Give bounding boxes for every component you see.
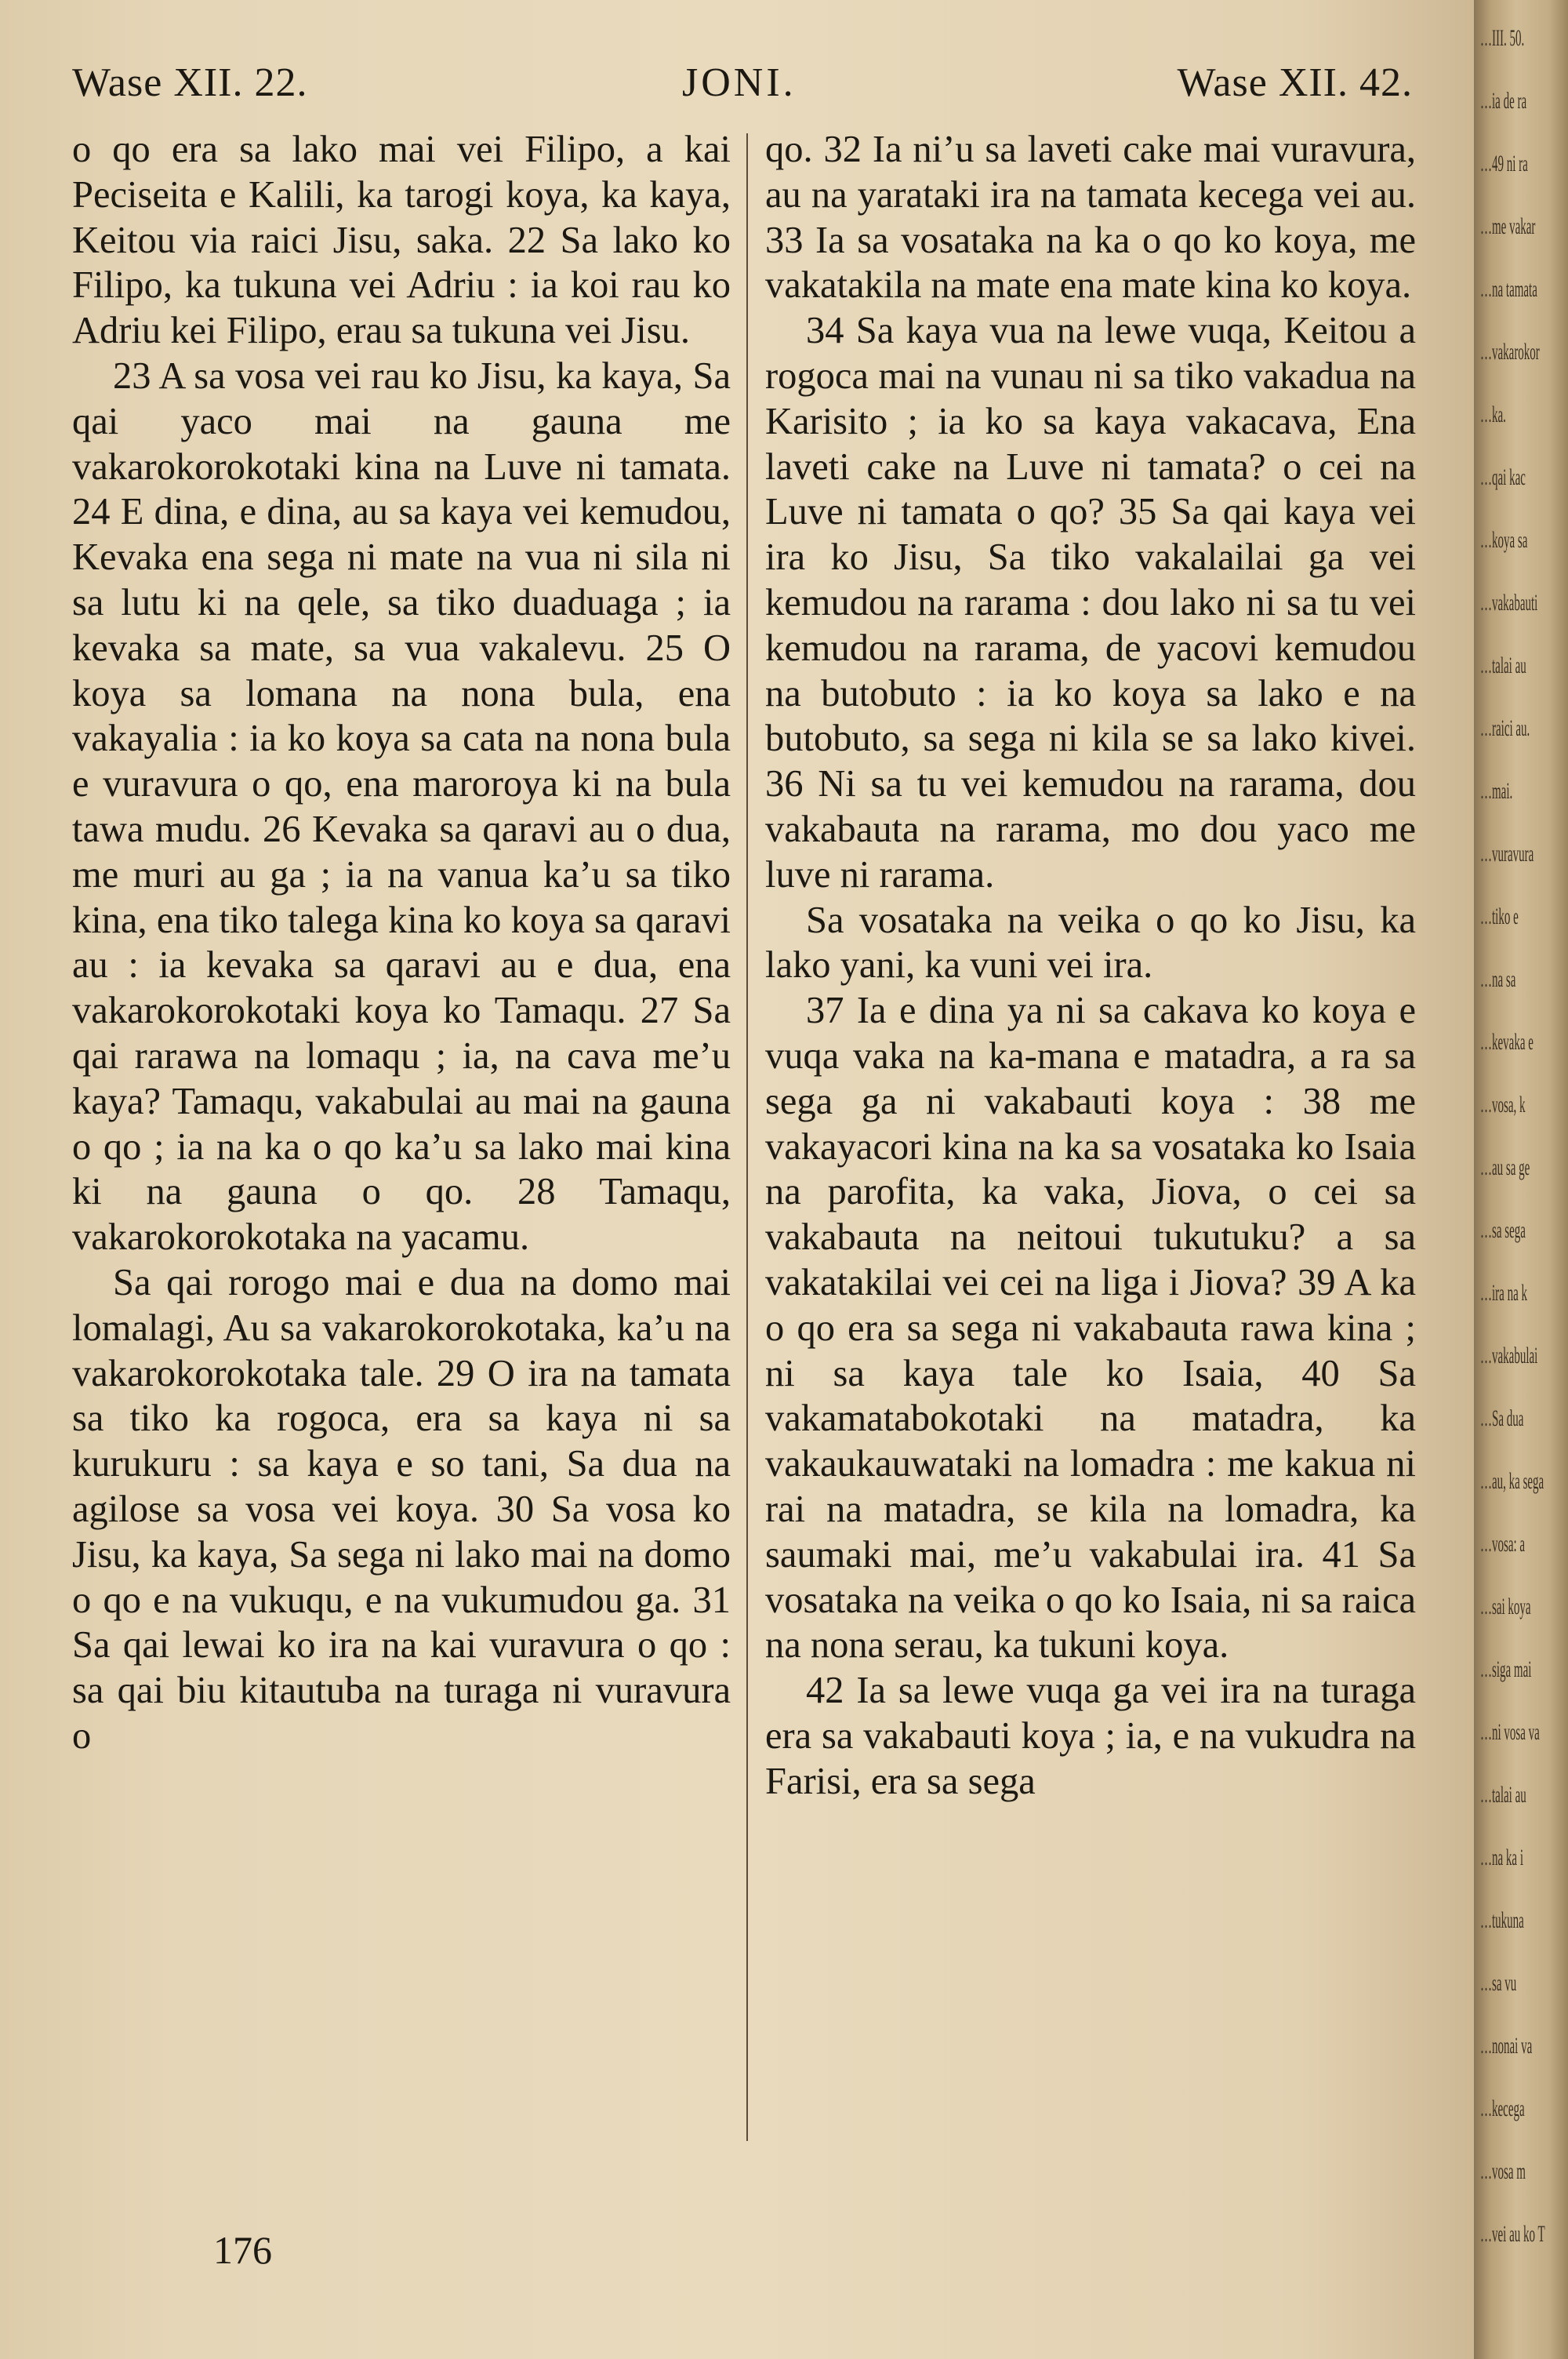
edge-text-line: …raici au.	[1480, 715, 1530, 741]
edge-text-line: …ka.	[1480, 402, 1506, 427]
edge-text-line: …na sa	[1480, 966, 1516, 992]
edge-text-line: …mai.	[1480, 778, 1513, 804]
left-text-column	[72, 127, 731, 2150]
right-paragraph-3: Sa vosataka na veika o qo ko Jisu, ka lako yani, ka vuni vei ira.	[765, 899, 1416, 987]
edge-text-line: …vakabulai	[1480, 1343, 1538, 1369]
left-paragraph-3: Sa qai rorogo mai e dua na domo mai lomalagi, Au sa vakarokorokotaka, ka’u na vakarokorokotaka tale. 29 O ira na tamata sa tiko ka rogoca, era sa kaya ni sa kurukuru : sa kaya e so tani, Sa dua na agilose sa vosa vei koya. 30 Sa vosa ko Jisu, ka kaya, Sa sega ni lako mai na domo o qo e na vukuqu, e na vukumudou ga. 31 Sa qai lewai ko ira na kai vuravura o qo : sa qai biu kitautuba na turaga ni vuravura o	[72, 1261, 731, 1757]
edge-text-line: …au sa ge	[1480, 1154, 1530, 1180]
edge-text-line: …vakabauti	[1480, 590, 1538, 616]
right-paragraph-5: 42 Ia sa lewe vuqa ga vei ira na turaga era sa vakabauti koya ; ia, e na vukudra na Farisi, era sa sega	[765, 1670, 1416, 1802]
edge-text-line: …qai kac	[1480, 464, 1526, 490]
right-paragraph-1: qo. 32 Ia ni’u sa laveti cake mai vuravura, au na yarataki ira na tamata kecega vei au. 33 Ia sa vosataka na ka o qo ko koya, me vakatakila na mate ena mate kina ko koya.	[765, 129, 1416, 307]
edge-text-line: …III. 50.	[1480, 25, 1525, 51]
edge-text-line: …tukuna	[1480, 1907, 1524, 1933]
edge-text-line: …siga mai	[1480, 1656, 1532, 1682]
page-number: 176	[213, 2228, 272, 2272]
edge-text-line: …talai au	[1480, 1782, 1526, 1808]
header-book-title: JONI.	[682, 60, 797, 105]
edge-text-line: …sa sega	[1480, 1217, 1526, 1243]
right-paragraph-2: 34 Sa kaya vua na lewe vuqa, Keitou a rogoca mai na vunau ni sa tiko vakadua na Karisito ; ia ko sa kaya vakacava, Ena laveti cake na Luve ni tamata? o cei na Luve ni tamata o qo? 35 Sa qai kaya vei ira ko Jisu, Sa tiko vakalailai ga vei kemudou na rarama : dou lako ni sa tu vei kemudou na rarama, de yacovi kemudou na butobuto : ia ko koya sa lako e na butobuto, sa sega ni kila se sa lako kivei. 36 Ni sa tu vei kemudou na rarama, dou vakabauta na rarama, mo dou yaco me luve ni rarama.	[765, 310, 1416, 896]
edge-text-line: …vosa m	[1480, 2158, 1526, 2184]
edge-text-line: …na tamata	[1480, 276, 1537, 302]
edge-text-line: …na ka i	[1480, 1845, 1523, 1870]
edge-text-line: …koya sa	[1480, 527, 1528, 553]
header-right-reference: Wase XII. 42.	[1177, 60, 1413, 105]
edge-text-line: …vei au ko T	[1480, 2221, 1545, 2247]
edge-text-line: …sa vu	[1480, 1970, 1517, 1996]
right-paragraph-4: 37 Ia e dina ya ni sa cakava ko koya e vuqa vaka na ka-mana e matadra, a ra sa sega ga ni vakabauti koya : 38 me vakayacori kina na ka sa vosataka ko Isaia na parofita, ka vaka, Jiova, o cei sa vakabauta na neitoui tukutuku? a sa vakatakilai vei cei na liga i Jiova? 39 A ka o qo era sa sega ni vakabauta rawa kina ; ni sa kaya tale ko Isaia, 40 Sa vakamatabokotaki na matadra, ka vakaukauwataki na lomadra : me kakua ni rai na matadra, se kila na lomadra, ka saumaki mai, me’u vakabulai ira. 41 Sa vosataka na veika o qo ko Isaia, ni sa raica na nona serau, ka tukuni koya.	[765, 990, 1416, 1667]
edge-text-line: …ni vosa va	[1480, 1719, 1540, 1745]
left-paragraph-1: o qo era sa lako mai vei Filipo, a kai Peciseita e Kalili, ka tarogi koya, ka kaya, Keitou via raici Jisu, saka. 22 Sa lako ko Filipo, ka tukuna vei Adriu : ia koi rau ko Adriu kei Filipo, erau sa tukuna vei Jisu.	[72, 129, 731, 352]
edge-text-line: …ira na k	[1480, 1280, 1527, 1306]
right-text-column	[765, 127, 1416, 2150]
edge-text-line: …vakarokor	[1480, 339, 1540, 365]
running-header	[0, 60, 1474, 114]
edge-text-line: …me vakar	[1480, 213, 1536, 239]
header-left-reference: Wase XII. 22.	[72, 60, 308, 105]
edge-text-line: …vuravura	[1480, 841, 1534, 867]
edge-text-line: …kecega	[1480, 2095, 1525, 2121]
edge-text-line: …nonai va	[1480, 2033, 1533, 2059]
edge-text-line: …vosa: a	[1480, 1531, 1526, 1557]
left-paragraph-2: 23 A sa vosa vei rau ko Jisu, ka kaya, Sa qai yaco mai na gauna me vakarokorokotaki kina na Luve ni tamata. 24 E dina, e dina, au sa kaya vei kemudou, Kevaka ena sega ni mate na vua ni sila ni sa lutu ki na qele, sa tiko duaduaga ; ia kevaka sa mate, sa vua vakalevu. 25 O koya sa lomana na nona bula, ena vakayalia : ia ko koya sa cata na nona bula e vuravura o qo, ena maroroya ki na bula tawa mudu. 26 Kevaka sa qaravi au o dua, me muri au ga ; ia na vanua ka’u sa tiko kina, ena tiko talega kina ko koya sa qaravi au : ia kevaka sa qaravi au e dua, ena vakarokorokotaki koya ko Tamaqu. 27 Sa qai rarawa na lomaqu ; ia, na cava me’u kaya? Tamaqu, vakabulai au mai na gauna o qo ; ia na ka o qo ka’u sa lako mai kina ki na gauna o qo. 28 Tamaqu, vakarokorokotaka na yacamu.	[72, 354, 731, 1259]
column-divider	[746, 133, 748, 2141]
next-page-edge	[1474, 0, 1568, 2359]
edge-text-line: …49 ni ra	[1480, 151, 1528, 176]
edge-text-line: …vosa, k	[1480, 1092, 1526, 1118]
edge-text-line: …talai au	[1480, 652, 1526, 678]
edge-text-line: …kevaka e	[1480, 1029, 1534, 1055]
edge-text-line: …sai koya	[1480, 1594, 1531, 1619]
edge-text-line: …tiko e	[1480, 903, 1519, 929]
edge-text-line: …ia de ra	[1480, 88, 1527, 114]
edge-text-line: …au, ka sega	[1480, 1468, 1544, 1494]
edge-text-line: …Sa dua	[1480, 1405, 1524, 1431]
